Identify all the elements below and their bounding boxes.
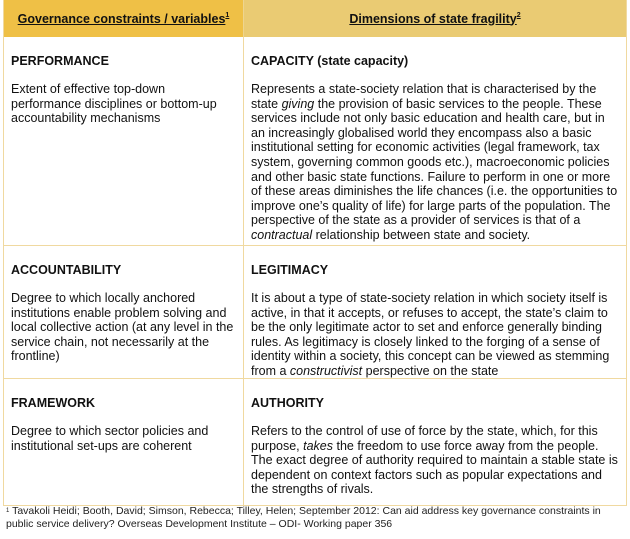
footnote-ref-1: 1: [225, 12, 230, 19]
fragility-cell: [244, 379, 626, 505]
footnote: [6, 505, 622, 530]
header-col2-label: Dimensions of state fragility: [349, 11, 517, 26]
row-description: Degree to which locally anchored institutions enable problem solving and local collective action (at any level in the service chain, not necessarily at the frontline): [11, 291, 234, 364]
footnote-text: Tavakoli Heidi; Booth, David; Simson, Rebecca; Tilley, Helen; September 2012: Can aid address key governance constraints in public service delivery? Overseas Development Institute – ODI- Working paper 356: [6, 505, 601, 530]
header-state-fragility: [244, 0, 626, 37]
governance-cell: [4, 246, 244, 378]
row-title: ACCOUNTABILITY: [11, 263, 122, 277]
row-description: Degree to which sector policies and institutional set-ups are coherent: [11, 424, 209, 453]
dimension-description: Represents a state-society relation that is characterised by the state giving the provision of basic services to the people. These services include not only basic education and health care, but in an increasingly globalised world they encompass also a basic institutional setting for economic activities (legal framework, tax system, governing common goods etc.), macroeconomic policies and other basic state functions. Failure to perform in one or more of these areas diminishes the life chances (i.e. the opportunities to improve one’s quality of life) for large parts of the population. The perspective of the state as a provider of services is that of a contractual relationship between state and society.: [251, 82, 618, 242]
footnote-ref-2: 2: [516, 12, 521, 19]
row-title: PERFORMANCE: [11, 54, 109, 68]
governance-cell: [4, 379, 244, 505]
dimension-title: CAPACITY (state capacity): [251, 54, 409, 68]
header-col1-label: Governance constraints / variables: [17, 11, 226, 26]
footnote-marker: 1: [6, 508, 10, 514]
dimension-description: Refers to the control of use of force by the state, which, for this purpose, takes the freedom to use force away from the people. The exact degree of authority required to maintain a stable state is dependent on context factors such as popular expectations and the strengths of rivals.: [251, 424, 618, 497]
fragility-cell: [244, 37, 626, 245]
row-description: Extent of effective top-down performance disciplines or bottom-up accountability mechanisms: [11, 82, 217, 126]
table-row: [4, 37, 626, 246]
governance-fragility-table: [3, 0, 627, 506]
dimension-title: AUTHORITY: [251, 396, 324, 410]
governance-cell: [4, 37, 244, 245]
table-header-row: [4, 0, 626, 37]
table-row: [4, 246, 626, 379]
dimension-title: LEGITIMACY: [251, 263, 329, 277]
table-row: [4, 379, 626, 506]
row-title: FRAMEWORK: [11, 396, 96, 410]
fragility-cell: [244, 246, 626, 378]
dimension-description: It is about a type of state-society relation in which society itself is active, in that it accepts, or refuses to accept, the state’s claim to be the only legitimate actor to set and enforce generally binding rules. As legitimacy is closely linked to the forging of a sense of identity within a society, this concept can be viewed as stemming from a constructivist perspective on the state: [251, 291, 610, 378]
header-governance-constraints: [4, 0, 244, 37]
